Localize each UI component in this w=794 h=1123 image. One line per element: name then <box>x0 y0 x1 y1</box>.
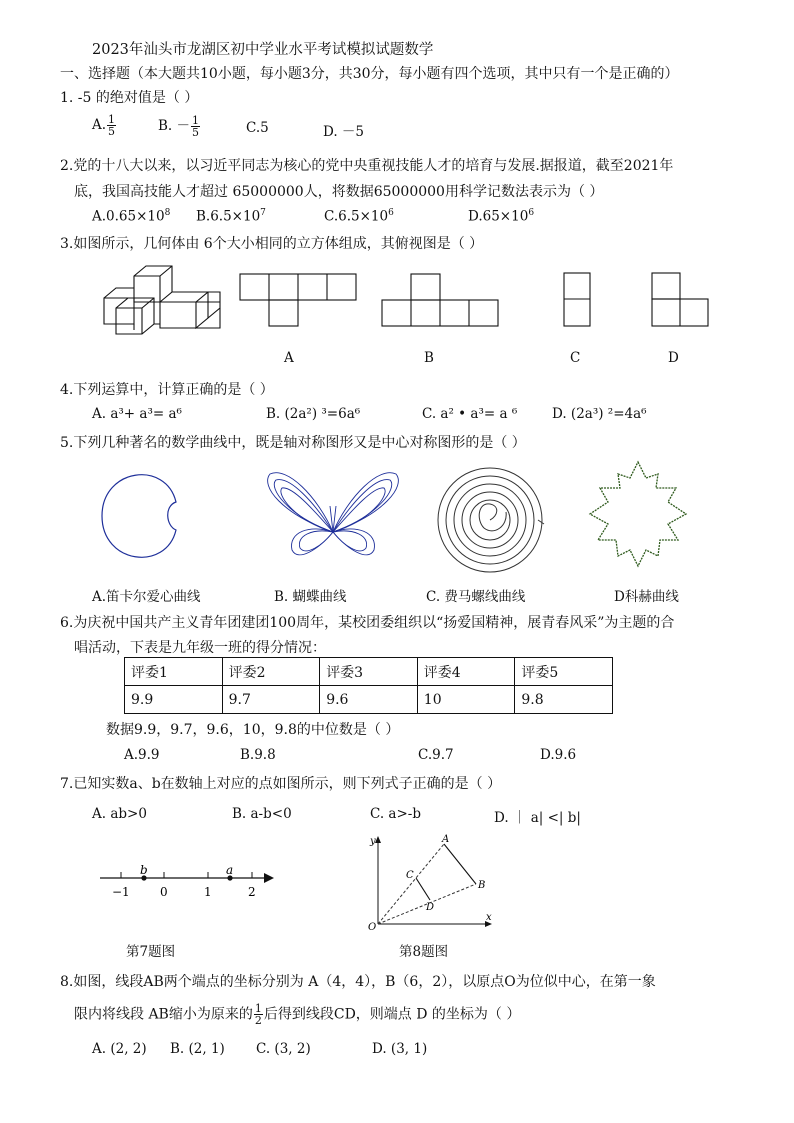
q6-option-a: A.9.9 <box>124 747 160 763</box>
coordinate-figure <box>366 832 496 932</box>
q7-figure-caption: 第7题图 <box>126 944 176 960</box>
q7-option-a: A. ab>0 <box>92 806 147 822</box>
q7-option-b: B. a-b<0 <box>232 806 292 822</box>
q3-label-b: B <box>424 350 434 366</box>
q4-option-a: A. a³+ a³= a⁶ <box>92 406 182 422</box>
q8-line2: 限内将线段 AB缩小为原来的 $\frac{1}{2}$ 后得到线段CD，则端点 D 的坐标为（ ） <box>74 1002 521 1027</box>
page-title: 2023年汕头市龙湖区初中学业水平考试模拟试题数学 <box>92 42 434 58</box>
point-b-label: b <box>140 863 148 877</box>
q2-option-a: $A.0.65\times 10^8$ <box>92 208 171 225</box>
q3-label-c: C <box>570 350 581 366</box>
fermat-spiral-figure <box>434 466 546 574</box>
point-a-label: a <box>226 863 234 877</box>
q6-line1: 6.为庆祝中国共产主义青年团建团100周年，某校团委组织以“扬爱国精神，展青春风采”为主题的合 <box>60 615 675 631</box>
table-header-cell: 评委5 <box>515 658 613 686</box>
number-line-figure <box>96 858 286 904</box>
axis-x-label: x <box>486 912 492 923</box>
q4-option-b: B. (2a²) ³=6a⁶ <box>266 406 361 422</box>
q3-option-a-view <box>238 273 358 328</box>
table-header-cell: 评委2 <box>222 658 320 686</box>
score-table <box>124 657 613 714</box>
point-d-label: D <box>426 902 435 913</box>
q5-option-d: D科赫曲线 <box>614 589 679 605</box>
q3-option-d-view <box>650 272 710 328</box>
q8-option-d: D. (3, 1) <box>372 1041 428 1057</box>
section-heading: 一、选择题（本大题共10小题，每小题3分，共30分，每小题有四个选项，其中只有一个是正确的） <box>60 66 679 82</box>
q5-option-c: C. 费马螺线曲线 <box>426 589 526 605</box>
q4-option-d: D. (2a³) ²=4a⁶ <box>552 406 647 422</box>
q6-option-b: B.9.8 <box>240 747 276 763</box>
q7-option-d: D. ｜ a| <| b| <box>494 810 581 826</box>
q1-option-b: B. － $\frac{1}{5}$ <box>158 114 200 139</box>
q6-option-d: D.9.6 <box>540 747 577 763</box>
point-c-label: C <box>406 870 414 881</box>
q2-line1: 2.党的十八大以来，以习近平同志为核心的党中央重视技能人才的培育与发展.据报道，截至2021年 <box>60 158 674 174</box>
koch-snowflake-figure <box>586 460 690 570</box>
q1-option-d: D. －5 <box>323 124 365 140</box>
q2-option-c: $C.6.5\times 10^6$ <box>324 208 394 225</box>
q1-stem: 1. -5 的绝对值是（ ） <box>60 90 199 106</box>
q3-option-b-view <box>380 273 500 328</box>
q3-solid-figure <box>96 262 226 340</box>
q8-figure-caption: 第8题图 <box>399 944 449 960</box>
point-a-label: A <box>442 834 450 845</box>
q6-line2: 唱活动，下表是九年级一班的得分情况： <box>74 640 326 656</box>
table-cell: 9.9 <box>125 686 223 714</box>
q2-line2: 底，我国高技能人才超过 65000000人，将数据65000000用科学记数法表示为（ ） <box>74 184 604 200</box>
axis-y-label: y <box>370 836 376 847</box>
table-header-row <box>125 658 613 686</box>
butterfly-curve-figure <box>262 466 404 572</box>
q6-question: 数据9.9，9.7，9.6，10，9.8的中位数是（ ） <box>106 722 400 738</box>
q8-option-b: B. (2, 1) <box>170 1041 225 1057</box>
table-header-cell: 评委4 <box>417 658 515 686</box>
q8-option-a: A. (2, 2) <box>92 1041 147 1057</box>
table-cell: 9.6 <box>320 686 418 714</box>
q1-option-a: A. $\frac{1}{5}$ <box>92 113 116 138</box>
table-cell: 9.8 <box>515 686 613 714</box>
q3-label-a: A <box>284 350 294 366</box>
q3-option-c-view <box>562 272 592 328</box>
point-b-label: B <box>478 880 486 891</box>
q4-stem: 4.下列运算中，计算正确的是（ ） <box>60 382 274 398</box>
table-row <box>125 686 613 714</box>
q3-label-d: D <box>668 350 679 366</box>
table-cell: 9.7 <box>222 686 320 714</box>
q6-option-c: C.9.7 <box>418 747 454 763</box>
q5-option-a: A.笛卡尔爱心曲线 <box>92 589 201 605</box>
tick-label: 2 <box>248 885 256 899</box>
tick-label: 1 <box>204 885 212 899</box>
tick-label: 0 <box>160 885 168 899</box>
cardioid-curve-figure <box>100 466 190 566</box>
q8-option-c: C. (3, 2) <box>256 1041 311 1057</box>
q8-line1: 8.如图，线段AB两个端点的坐标分别为 A（4，4），B（6，2），以原点O为位似中心，在第一象 <box>60 974 656 990</box>
q7-option-c: C. a>-b <box>370 806 421 822</box>
table-header-cell: 评委1 <box>125 658 223 686</box>
q4-option-c: C. a² • a³= a ⁶ <box>422 406 518 422</box>
origin-label: O <box>368 922 377 932</box>
q5-stem: 5.下列几种著名的数学曲线中，既是轴对称图形又是中心对称图形的是（ ） <box>60 435 526 451</box>
table-cell: 10 <box>417 686 515 714</box>
table-header-cell: 评委3 <box>320 658 418 686</box>
q2-option-d: $D.65\times 10^6$ <box>468 208 535 225</box>
tick-label: −1 <box>112 885 130 899</box>
q5-option-b: B. 蝴蝶曲线 <box>274 589 347 605</box>
q1-option-c: C.5 <box>246 120 269 136</box>
q3-stem: 3.如图所示，几何体由 6个大小相同的立方体组成，其俯视图是（ ） <box>60 236 484 252</box>
q2-option-b: $B.6.5\times 10^7$ <box>196 208 266 225</box>
q7-stem: 7.已知实数a、b在数轴上对应的点如图所示，则下列式子正确的是（ ） <box>60 776 502 792</box>
